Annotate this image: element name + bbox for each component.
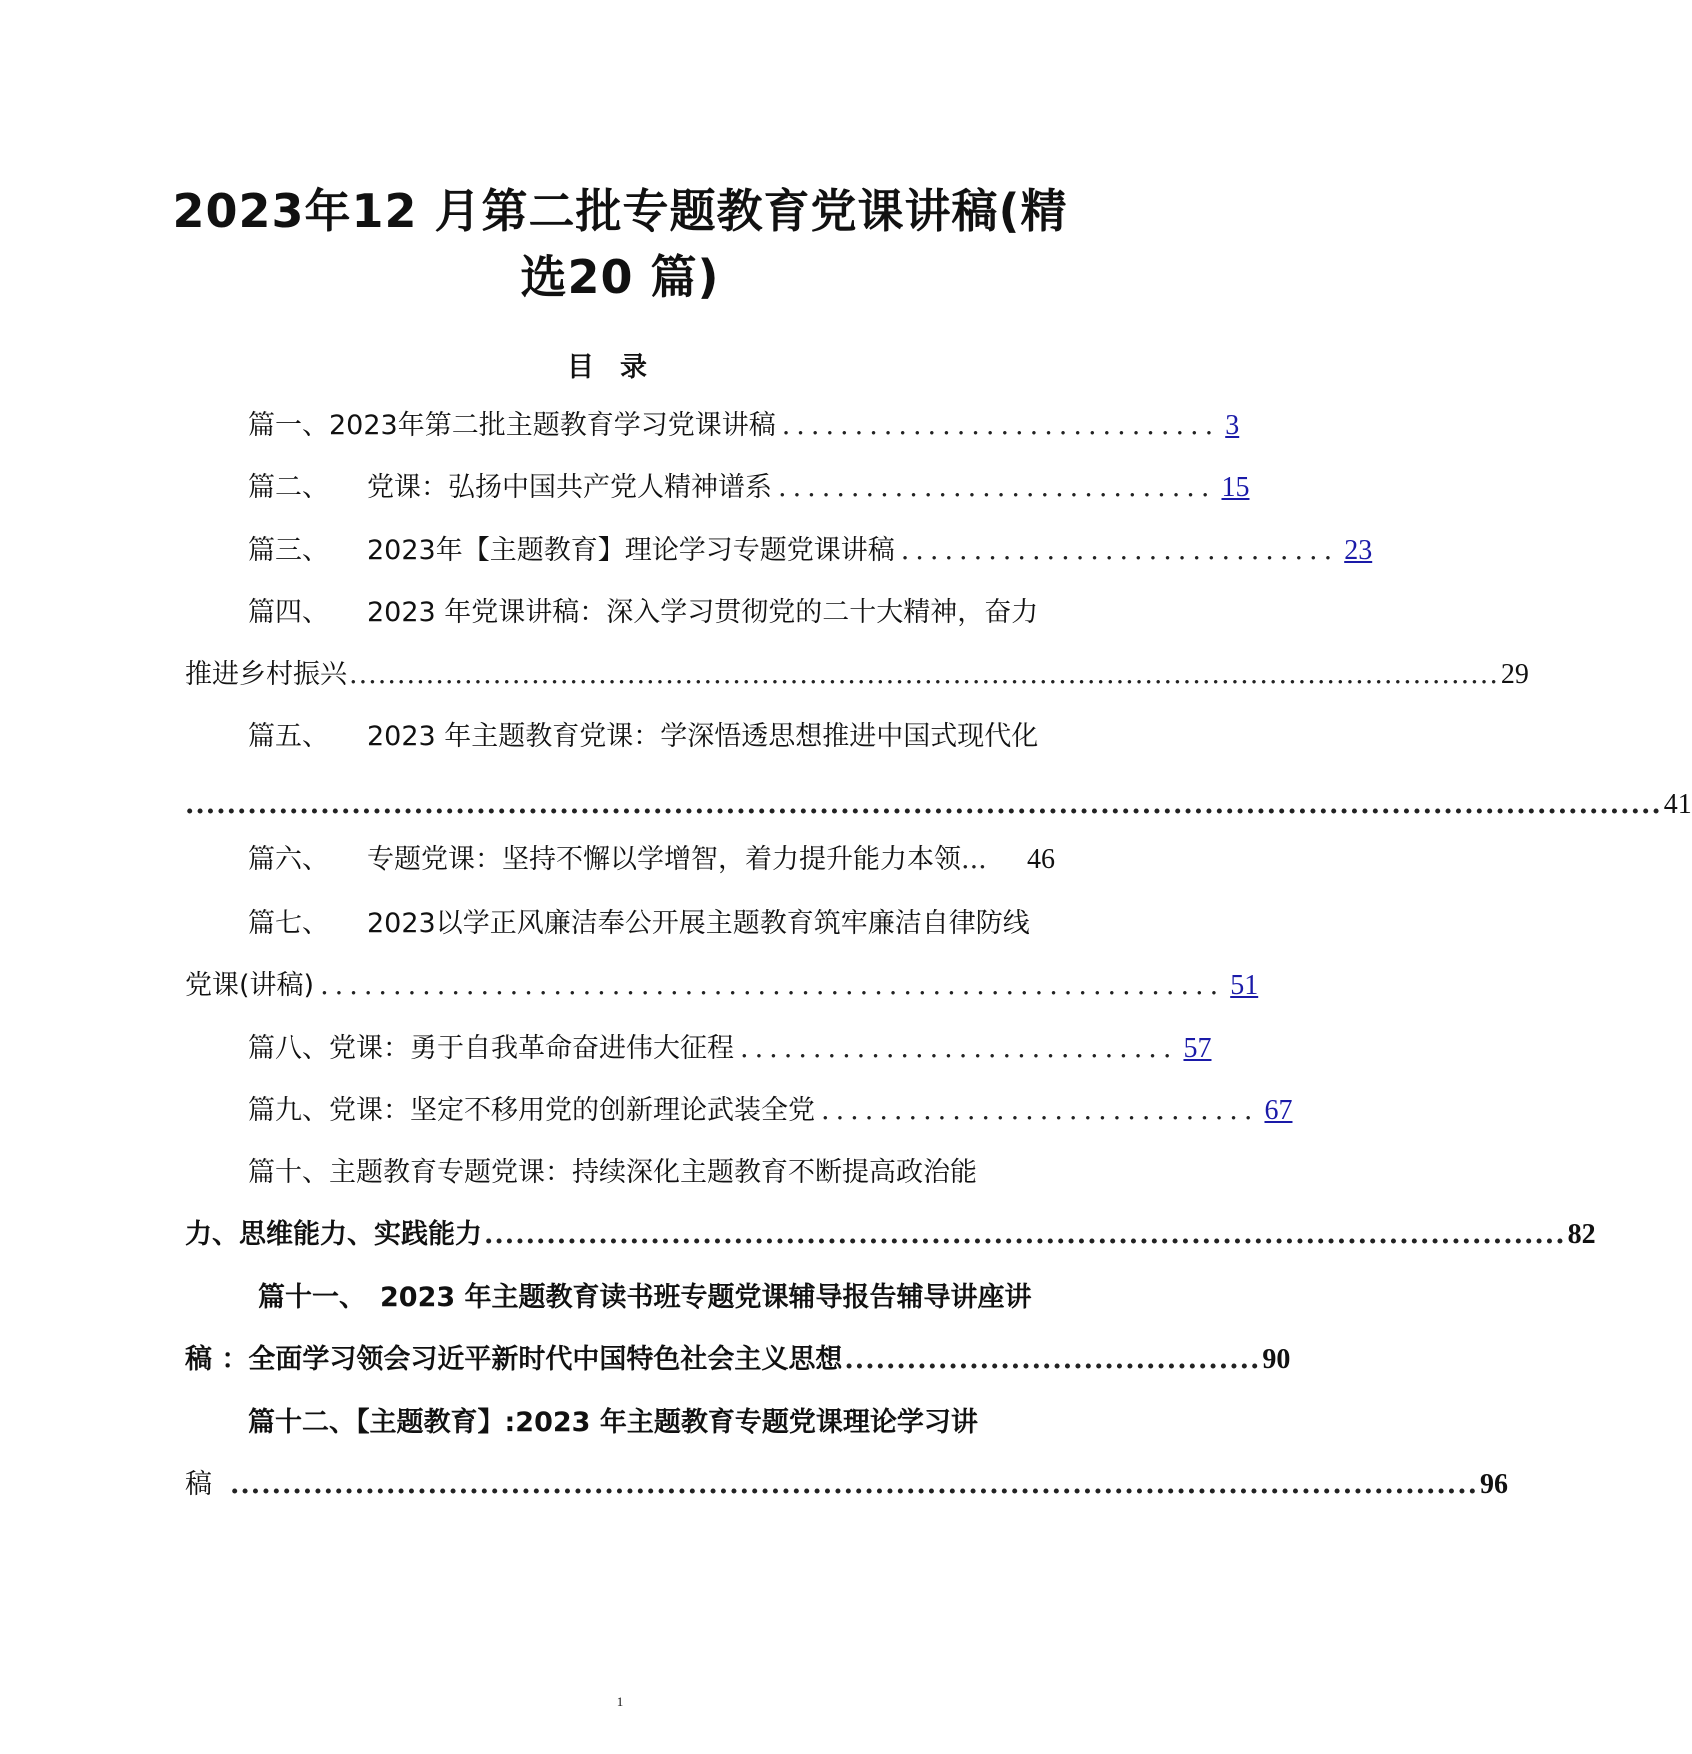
toc-leader-dots: .............................................................. (320, 970, 1225, 1001)
toc-leader-dots: ... (961, 844, 987, 875)
toc-page-number: 41 (1663, 789, 1692, 820)
toc-entry-10[interactable] (248, 1153, 1055, 1193)
toc-entry-12-cont[interactable] (185, 1465, 1508, 1505)
title-line-2: 选20 篇) (520, 250, 720, 304)
toc-entry-9[interactable] (248, 1091, 1293, 1131)
toc-entry-label: 篇五、 (248, 721, 329, 752)
toc-page-link[interactable]: 15 (1221, 472, 1250, 503)
toc-entry-5[interactable] (248, 717, 1055, 757)
toc-entry-4-cont[interactable] (185, 655, 1529, 695)
toc-entry-label: 篇一、 (248, 410, 329, 441)
toc-leader-dots: .............................. (821, 1095, 1259, 1126)
toc-entry-5-cont[interactable] (185, 785, 1692, 825)
toc-entry-6[interactable] (248, 840, 1055, 880)
toc-leader-dots: .............................. (781, 410, 1220, 441)
toc-entry-label: 篇七、 (248, 908, 329, 939)
toc-page-number: 29 (1500, 659, 1529, 690)
toc-entry-text: 2023 年党课讲稿：深入学习贯彻党的二十大精神，奋力 (367, 597, 1039, 628)
toc-leader-dots: .............................. (740, 1033, 1178, 1064)
toc-entry-text: 2023年【主题教育】理论学习专题党课讲稿 (367, 535, 895, 566)
toc-entry-text-cont: 稿 ：全面学习领会习近平新时代中国特色社会主义思想 (185, 1344, 843, 1375)
toc-page-link[interactable]: 51 (1230, 970, 1259, 1001)
toc-entry-text: 党课：勇于自我革命奋进伟大征程 (329, 1033, 734, 1064)
toc-entry-3[interactable] (248, 531, 1373, 571)
toc-entry-text: 2023 年主题教育党课：学深悟透思想推进中国式现代化 (367, 721, 1039, 752)
toc-leader-dots: .............................................................................................................................................. (185, 789, 1662, 820)
toc-heading: 目录 (567, 352, 673, 383)
toc-page-number: 96 (1480, 1469, 1508, 1500)
toc-entry-text-cont: 力、思维能力、实践能力 (185, 1219, 482, 1250)
toc-entry-text: 【主题教育】:2023 年主题教育专题党课理论学习讲 (356, 1407, 978, 1438)
toc-page-link[interactable]: 23 (1344, 535, 1373, 566)
toc-leader-dots: ........................................................................................................................ (230, 1469, 1478, 1500)
toc-entry-2[interactable] (248, 468, 1250, 508)
toc-page-number: 82 (1567, 1219, 1596, 1250)
toc-leader-dots: ........................................................................................................ (484, 1219, 1566, 1250)
toc-entry-10-cont[interactable] (185, 1215, 1596, 1255)
toc-entry-11-cont[interactable] (185, 1340, 1291, 1380)
toc-entry-8[interactable] (248, 1029, 1212, 1069)
toc-page-number: 46 (1027, 844, 1055, 875)
toc-entry-7[interactable] (248, 904, 1055, 944)
toc-entry-7-cont[interactable] (185, 966, 1259, 1006)
toc-entry-label: 篇二、 (248, 472, 329, 503)
toc-entry-text-cont: 推进乡村振兴 (185, 659, 347, 690)
toc-entry-label: 篇八、 (248, 1033, 329, 1064)
toc-entry-12[interactable] (248, 1403, 1055, 1443)
toc-entry-text: 2023 年主题教育读书班专题党课辅导报告辅导讲座讲 (380, 1282, 1032, 1313)
toc-leader-dots: .............................. (778, 472, 1216, 503)
toc-entry-label: 篇九、 (248, 1095, 329, 1126)
toc-leader-dots: ........................................................................................................................ (349, 659, 1499, 690)
page-number: 1 (616, 1694, 624, 1709)
toc-entry-label: 篇十二、 (248, 1407, 356, 1438)
toc-page-number: 90 (1262, 1344, 1291, 1375)
toc-entry-text: 2023以学正风廉洁奉公开展主题教育筑牢廉洁自律防线 (367, 908, 1030, 939)
toc-entry-text: 专题党课：坚持不懈以学增智，着力提升能力本领 (367, 844, 961, 875)
toc-entry-text: 主题教育专题党课：持续深化主题教育不断提高政治能 (329, 1157, 977, 1188)
toc-page-link[interactable]: 67 (1264, 1095, 1293, 1126)
toc-entry-text: 党课：坚定不移用党的创新理论武装全党 (329, 1095, 815, 1126)
toc-entry-label: 篇十一、 (258, 1282, 366, 1313)
toc-leader-dots: .............................. (900, 535, 1339, 566)
toc-entry-text-cont: 党课(讲稿) (185, 970, 315, 1001)
toc-entry-4[interactable] (248, 593, 1055, 633)
toc-entry-label: 篇四、 (248, 597, 329, 628)
toc-entry-label: 篇三、 (248, 535, 329, 566)
toc-page-link[interactable]: 57 (1183, 1033, 1212, 1064)
toc-entry-11[interactable] (258, 1278, 1055, 1318)
toc-entry-text: 2023年第二批主题教育学习党课讲稿 (329, 410, 776, 441)
toc-entry-label: 篇十、 (248, 1157, 329, 1188)
document-title (150, 178, 1090, 310)
title-line-1: 2023年12 月第二批专题教育党课讲稿(精 (172, 184, 1068, 238)
toc-entry-label: 篇六、 (248, 844, 329, 875)
toc-entry-text: 党课：弘扬中国共产党人精神谱系 (367, 472, 772, 503)
toc-leader-dots: ........................................ (844, 1344, 1261, 1375)
toc-page-link[interactable]: 3 (1225, 410, 1240, 441)
toc-entry-1[interactable] (248, 406, 1240, 446)
toc-entry-text-cont: 稿 (185, 1469, 212, 1500)
